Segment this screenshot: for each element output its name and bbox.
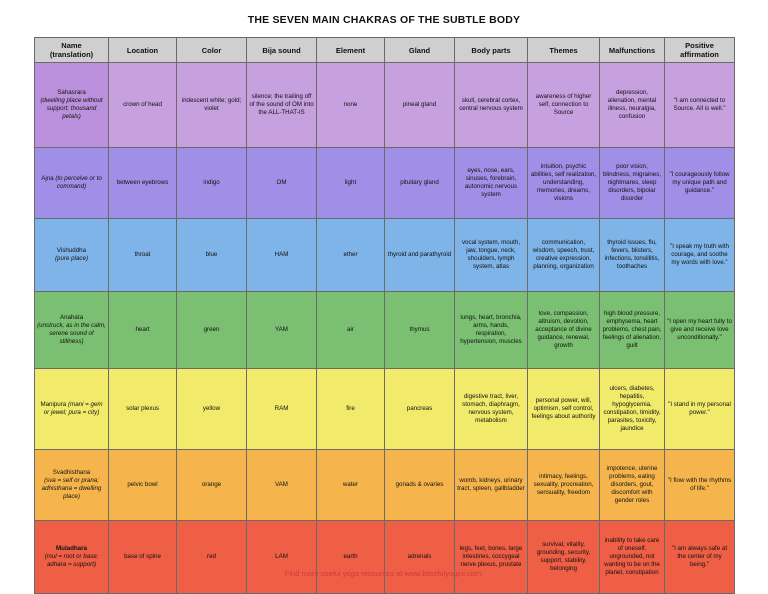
header-themes: Themes [528,38,600,63]
affirmation-cell: "I am connected to Source. All is well." [665,63,735,148]
malfunctions-cell: ulcers, diabetes, hepatitis, hypoglycemia, constipation, timidity, parasites, toxicity, jaundice [600,369,665,450]
table-row [35,292,735,369]
table-row [35,369,735,450]
themes-cell: intimacy, feelings, sexuality, procreation, sensuality, freedom [528,450,600,521]
header-location: Location [109,38,177,63]
header-name [35,38,109,63]
affirmation-cell: "I am always safe at the center of my being." [665,521,735,594]
gland-cell: pancreas [385,369,455,450]
bija-cell: VAM [247,450,317,521]
header-malfunctions: Malfunctions [600,38,665,63]
chakra-name: Ajna [41,175,54,182]
themes-cell: personal power, will, optimism, self control, feelings about authority [528,369,600,450]
affirmation-cell: "I speak my truth with courage, and soothe my words with love." [665,219,735,292]
color-cell: green [177,292,247,369]
body-parts-cell: legs, feet, bones, large intestines, coccygeal nerve plexus, prostate [455,521,528,594]
malfunctions-cell: poor vision, blindness, migraines, nightmares, sleep disorders, bipolar disorder [600,148,665,219]
bija-cell: YAM [247,292,317,369]
gland-cell: adrenals [385,521,455,594]
location-cell: throat [109,219,177,292]
header-body-parts: Body parts [455,38,528,63]
chakra-translation: (sva = self or prana; adhisthana = dwelling place) [41,477,102,500]
element-cell: ether [317,219,385,292]
chakra-translation: (to perceive or to command) [55,175,102,190]
chakra-name: Svadhisthana [52,469,91,476]
body-parts-cell: womb, kidneys, urinary tract, spleen, gallbladder [455,450,528,521]
bija-cell: silence; the trailing off of the sound of OM into the ALL-THAT-IS [247,63,317,148]
element-cell: none [317,63,385,148]
malfunctions-cell: impotence, uterine problems, eating disorders, gout, discomfort with gender roles [600,450,665,521]
bija-cell: RAM [247,369,317,450]
chakra-table [34,37,735,594]
gland-cell: gonads & ovaries [385,450,455,521]
table-header-row [35,38,735,63]
chakra-name-cell [35,219,109,292]
bija-cell: HAM [247,219,317,292]
element-cell: air [317,292,385,369]
header-color: Color [177,38,247,63]
chakra-name-cell [35,521,109,594]
themes-cell: awareness of higher self, connection to Source [528,63,600,148]
header-name-label: Name [61,41,82,50]
gland-cell: thyroid and parathyroid [385,219,455,292]
table-row [35,63,735,148]
footer-link-text[interactable]: Find more useful yoga resources at www.blissfulyogini.com. [284,569,484,578]
element-cell: water [317,450,385,521]
affirmation-cell: "I stand in my personal power." [665,369,735,450]
color-cell: red [177,521,247,594]
themes-cell: love, compassion, altruism, devotion, acceptance of divine guidance, renewal, growth [528,292,600,369]
chakra-translation: (pure place) [54,255,89,262]
header-element: Element [317,38,385,63]
table-row [35,450,735,521]
element-cell: fire [317,369,385,450]
element-cell: light [317,148,385,219]
gland-cell: pineal gland [385,63,455,148]
header-name-sub: (translation) [49,50,94,59]
themes-cell: communication, wisdom, speech, trust, creative expression, planning, organization [528,219,600,292]
chakra-translation: (mul = root or base; adhara = support) [44,553,99,568]
chakra-name: Sahasrara [57,89,86,96]
malfunctions-cell: high blood pressure, emphysema, heart problems, chest pain, feelings of alienation, guilt [600,292,665,369]
affirmation-cell: "I flow with the rhythms of life." [665,450,735,521]
color-cell: blue [177,219,247,292]
body-parts-cell: lungs, heart, bronchia, arms, hands, respiration, hypertension, muscles [455,292,528,369]
location-cell: base of spine [109,521,177,594]
malfunctions-cell: thyroid issues, flu, fevers, blisters, infections, tonsillitis, toothaches [600,219,665,292]
location-cell: crown of head [109,63,177,148]
header-gland: Gland [385,38,455,63]
chakra-translation: (mani = gem or jewel; pura = city) [43,401,103,416]
affirmation-cell: "I open my heart fully to give and receive love unconditionally." [665,292,735,369]
gland-cell: pituitary gland [385,148,455,219]
chakra-name-cell [35,369,109,450]
color-cell: indigo [177,148,247,219]
chakra-translation: (unstruck, as in the calm, serene sound of stillness) [37,322,106,345]
malfunctions-cell: inability to take care of oneself, ungrounded, not wanting to be on the planet, constipation [600,521,665,594]
location-cell: between eyebrows [109,148,177,219]
chakra-name-cell [35,292,109,369]
body-parts-cell: eyes, nose, ears, sinuses, forebrain, autonomic nervous system [455,148,528,219]
header-bija: Bija sound [247,38,317,63]
chakra-name-cell [35,63,109,148]
table-row [35,148,735,219]
chakra-name: Manipura [40,401,67,408]
page-title: THE SEVEN MAIN CHAKRAS OF THE SUBTLE BODY [247,14,521,26]
bija-cell: LAM [247,521,317,594]
affirmation-cell: "I courageously follow my unique path and guidance." [665,148,735,219]
color-cell: iridescent white; gold; violet [177,63,247,148]
table-row [35,521,735,594]
malfunctions-cell: depression, alienation, mental illness, neuralgia, confusion [600,63,665,148]
body-parts-cell: vocal system, mouth, jaw, tongue, neck, shoulders, lymph system, atlas [455,219,528,292]
element-cell: earth [317,521,385,594]
location-cell: heart [109,292,177,369]
location-cell: solar plexus [109,369,177,450]
gland-cell: thymus [385,292,455,369]
themes-cell: intuition, psychic abilities, self realization, understanding, memories, dreams, visions [528,148,600,219]
chakra-name: Anahata [59,314,84,321]
chakra-name: Muladhara [56,545,87,552]
color-cell: orange [177,450,247,521]
body-parts-cell: digestive tract, liver, stomach, diaphragm, nervous system, metabolism [455,369,528,450]
bija-cell: OM [247,148,317,219]
location-cell: pelvic bowl [109,450,177,521]
chakra-name-cell [35,148,109,219]
chakra-translation: (dwelling place without support; thousand petals) [40,97,103,120]
table-row [35,219,735,292]
chakra-name-cell [35,450,109,521]
color-cell: yellow [177,369,247,450]
chakra-name: Vishuddha [56,247,87,254]
body-parts-cell: skull, cerebral cortex, central nervous system [455,63,528,148]
themes-cell: survival, vitality, grounding, security, support, stability, belonging [528,521,600,594]
header-affirmation: Positive affirmation [665,38,735,63]
